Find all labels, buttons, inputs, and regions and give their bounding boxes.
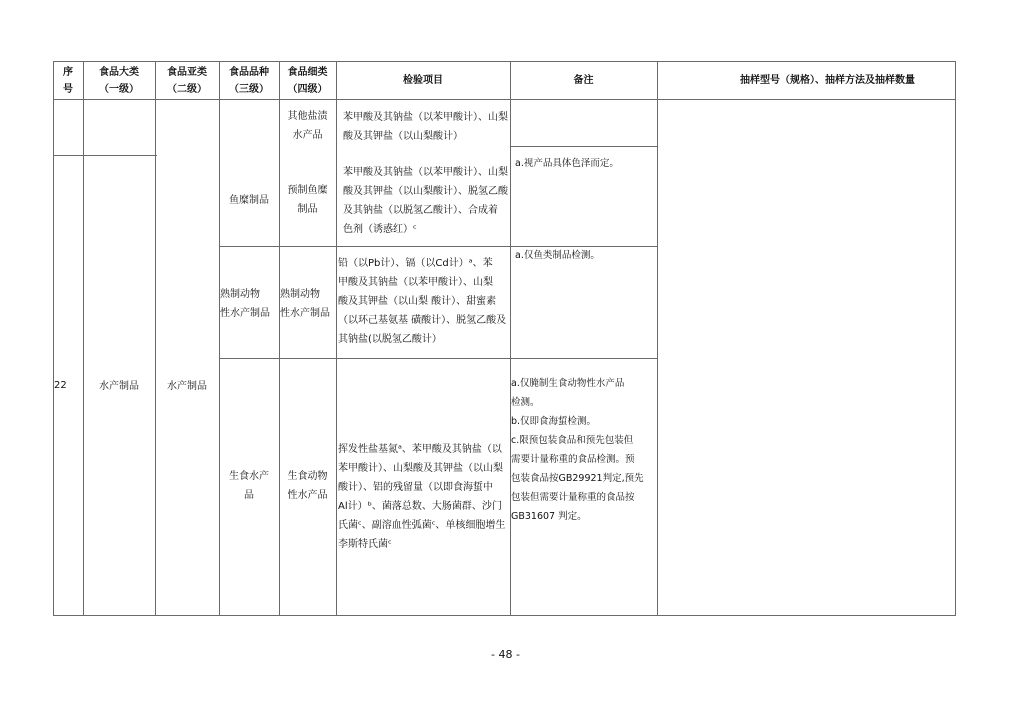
col-line-5 [336,61,337,616]
top-row-cat4: 其他盐渍 水产品 [287,111,328,141]
r3-remarks-a: a.仅腌制生食动物性水产品 检测。 [511,378,625,408]
col-line-7 [657,61,658,616]
header-separator [53,99,956,100]
r3-cat4: 生食动物 性水产品 [287,471,328,501]
group-cat2: 水产制品 [167,380,207,392]
row-separator-top [53,155,157,156]
group-cat1: 水产制品 [99,380,139,392]
header-category-level2: 食品亚类 （二级） [167,66,207,95]
top-row-items: 苯甲酸及其钠盐（以苯甲酸计）、山梨 酸及其钾盐（以山梨酸计） [343,112,508,142]
r3-remarks-c: c.限预包装食品和预先包装但 需要计量称重的食品检测。预 包装食品按GB29921判定,预先 包装但需要计量称重的食品按 GB31607 判定。 [511,435,644,522]
r3-items: 挥发性盐基氮ᵃ、苯甲酸及其钠盐（以 苯甲酸计）、山梨酸及其钾盐（以山梨 酸计）、铝的残留量（以即食海蜇中 Al计）ᵇ、菌落总数、大肠菌群、沙门 氏菌ᶜ、副溶血性弧菌ᶜ、单核细胞增生 李斯特氏菌ᶜ [338,444,506,550]
header-remarks: 备注 [573,75,594,86]
col-line-6 [510,61,511,616]
header-category-level3: 食品品种 （三级） [229,66,269,95]
row-separator-top-remarks [510,146,657,147]
col-line-8 [955,61,956,616]
r2-remarks: a.仅鱼类制品检测。 [515,250,600,261]
header-category-level4: 食品细类 （四级） [287,66,328,95]
r2-items: 铅（以Pb计）、镉（以Cd计）ᵃ、苯 甲酸及其钠盐（以苯甲酸计）、山梨 酸及其钾盐（以山梨 酸计）、甜蜜素 （以环己基氨基 磺酸计）、脱氢乙酸及 其钠盐(以脱氢乙酸计） [338,258,507,345]
header-category-level1: 食品大类 （一级） [99,66,139,95]
col-line-1 [83,61,84,616]
r3-cat3: 生食水产 品 [229,471,269,501]
header-inspection-items: 检验项目 [403,75,443,86]
r3-remarks-b: b.仅即食海蜇检测。 [511,416,597,427]
r2-cat4: 熟制动物 性水产制品 [280,289,330,319]
col-line-3 [219,61,220,616]
r1-cat4: 预制鱼糜 制品 [287,185,328,215]
r1-remarks: a.视产品具体色泽而定。 [515,158,619,169]
header-sampling: 抽样型号（规格）、抽样方法及抽样数量 [740,75,915,86]
r1-cat3: 鱼糜制品 [229,194,269,206]
table-border-bottom [53,615,956,616]
col-line-0 [53,61,54,616]
r1-items: 苯甲酸及其钠盐（以苯甲酸计）、山梨 酸及其钾盐（以山梨酸计）、脱氢乙酸 及其钠盐（以脱氢乙酸计）、合成着 色剂（诱惑红）ᶜ [343,167,508,235]
page-number: - 48 - [491,648,520,661]
r2-cat3: 熟制动物 性水产制品 [220,289,270,319]
group-seq: 22 [54,380,67,391]
header-seq: 序 号 [63,66,73,95]
row-separator-r2-r3 [219,358,657,359]
col-line-2 [155,61,156,616]
